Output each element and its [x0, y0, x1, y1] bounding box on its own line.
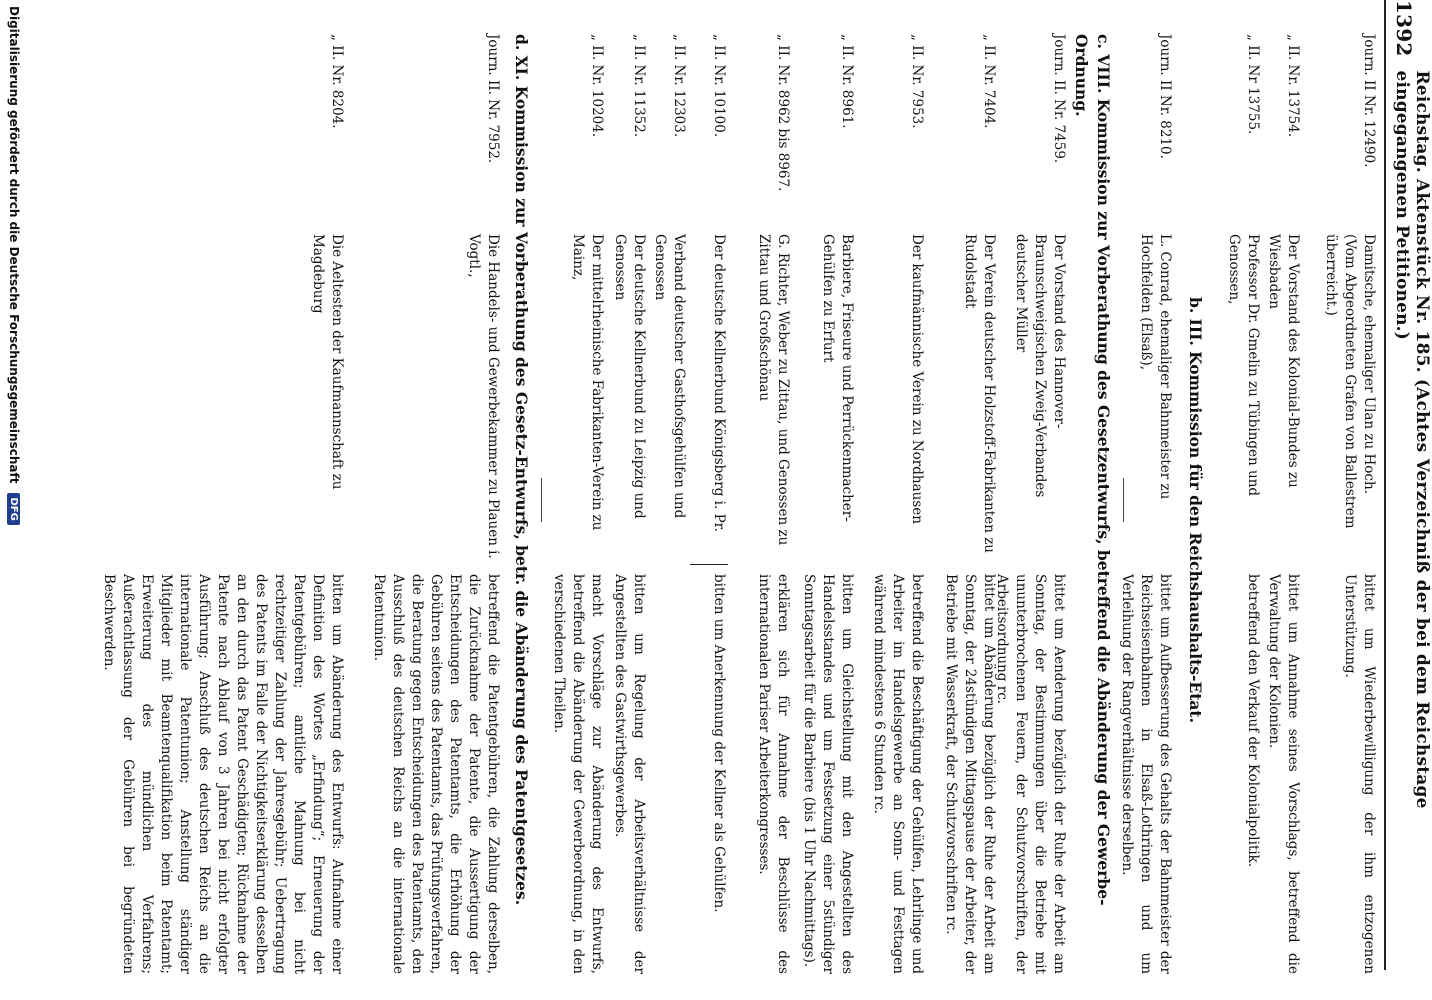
section-c-heading: c. VIII. Kommission zur Vorberathung des Gesetzentwurfs, betreffend die Abänderung der Gewerbe-Ordnung. [1072, 34, 1113, 906]
petition-request: betreffend die Patentgebühren, die Zahlung derselben, die Zurücknahme der Patente, die Aussertigung der Entscheidungen des Patentamts, die Erhöhung der Gebühren seitens des Patentamts, das Prüfungsverfahren, die Beratung gegen Entscheidungen des Patentamts, den Ausschluß des deutschen Reichs an die internationale Patentunion. [371, 574, 501, 974]
petitioner: Die Handels- und Gewerbekammer zu Plauen i. Vogtl., [466, 234, 501, 559]
petition-entry [1321, 34, 1378, 974]
petitioner: Barbiere, Friseure und Perrückenmacher-Gehülfen zu Erfurt [820, 234, 855, 522]
petitioner: Die Aeltesten der Kaufmannschaft zu Magdeburg [310, 234, 345, 490]
journal-ref: „ II. Nr. 10100. [711, 34, 727, 138]
petition-request: bitten um Anerkennung der Kellner als Gehülfen. [711, 574, 727, 913]
journal-ref: „ II. Nr. 8962 bis 8967. [775, 34, 791, 192]
petitioner: Der Vorstand des Kolonial-Bundes zu Wiesbaden [1266, 234, 1301, 488]
page-title: Reichstag. Aktenstück Nr. 185. (Achtes Verzeichniß der bei dem Reichstage eingegangenen Petitionen.) [1392, 70, 1432, 809]
petitioner: Damitsche, ehemaliger Ulan zu Hoch. (Vom Abgeordneten Grafen von Ballestrem überreicht.) [1323, 234, 1377, 529]
petition-request: betreffend die Beschäftigung der Gehülfen, Lehrlinge und Arbeiter im Handelsgewerbe an Sonn- und Festtagen während mindestens 6 Stunden rc. [871, 574, 925, 974]
journal-ref: Journ. II. Nr. 7952. [485, 34, 501, 164]
page-number: 1392 [1392, 0, 1416, 57]
journal-ref: „ II. Nr. 12303. [671, 34, 687, 138]
petitioner: Professor Dr. Gmelin zu Tübingen und Genossen, [1226, 234, 1261, 497]
petitioner: Der deutsche Kellnerbund Königsberg i. Pr. [711, 234, 727, 532]
petition-request: erklären sich für Annahme der Beschlüsse des internationalen Pariser Arbeiterkongresses. [756, 574, 791, 974]
section-b-heading: b. III. Kommission für den Reichshaushalts-Etat. [1186, 296, 1205, 723]
petitioner: Der Verein deutscher Holzstoff-Fabrikanten zu Rudolstadt [962, 234, 997, 553]
journal-ref: Journ. II. Nr. 7459. [1051, 34, 1067, 164]
dfg-logo: DFG [8, 493, 21, 524]
section-d-heading: d. XI. Kommission zur Vorberathung des Gesetz-Entwurfs, betr. die Abänderung des Patentgesetzes. [512, 34, 531, 906]
petition-entry [799, 34, 856, 974]
petition-entry [1117, 34, 1174, 974]
petitioner: Der Vorstand des Hannover-Braunschweigischen Zweig-Verbandes deutscher Müller [1013, 234, 1067, 498]
petitioner: Verband deutscher Gasthofsgehülfen und Genossen [652, 234, 687, 519]
petition-entry [1264, 34, 1302, 974]
section-divider [1123, 478, 1124, 522]
page-header [1392, 0, 1432, 960]
grouping-brace [690, 564, 728, 573]
petition-request [650, 574, 688, 974]
journal-ref: „ II. Nr. 13754. [1285, 34, 1301, 138]
journal-ref: „ II. Nr. 8204. [329, 34, 345, 129]
journal-ref: Journ. II Nr. 12490. [1361, 34, 1377, 168]
journal-ref: „ II. Nr. 10204. [589, 34, 605, 138]
petition-entry [99, 34, 346, 974]
petition-entry [709, 34, 728, 974]
petition-entry [1224, 34, 1262, 974]
petitioner: L. Conrad, ehemaliger Bahnmeister zu Hochfelden (Elsaß), [1138, 234, 1173, 500]
journal-ref: „ II. Nr. 7404. [981, 34, 997, 129]
journal-ref: Journ. II Nr. 8210. [1157, 34, 1173, 159]
petition-request: betreffend den Verkauf der Kolonialpolitik. [1245, 574, 1261, 868]
journal-ref: „ II. Nr. 11352. [631, 34, 647, 138]
petition-entry [869, 34, 926, 974]
petition-request: bittet um Abänderung bezüglich der Ruhe der Arbeit am Sonntag, der 24stündigen Mittagspause der Arbeiter, der Betriebe mit Wasserkraft, der Schutzvorschriften rc. [943, 574, 997, 974]
petition-entry [650, 34, 688, 974]
journal-ref: „ II. Nr 13755. [1245, 34, 1261, 135]
petition-request: bittet um Wiederbewilligung der ihm entzogenen Unterstützung. [1342, 574, 1377, 974]
petition-request: bittet um Aenderung bezüglich der Ruhe der Arbeit am Sonntag, der Bestimmungen über die Betriebe mit ununterbrochenen Feuern, der Schutzvorschriften, der Arbeitsordnung rc. [994, 574, 1067, 974]
petition-request: bitten um Abänderung des Entwurfs: Aufnahme einer Definition des Wortes „Erfindung“; Erneuerung der Patentgebühren; amtliche Mahnung bei nicht rechtzeitiger Zahlung der Jahresgebühr; Uebertragung des Patents im Falle der Nichtigkeitserklärung desselben an den durch das Patent Geschädigten; Rücknahme der Patente nach Ablauf von 3 Jahren bei nicht erfolgter Ausführung; Anschluß des deutschen Reichs an die internationale Patentunion; Anstellung ständiger Mitglieder mit Beamtenqualifikation beim Patentamt; Erweiterung des mündlichen Verfahrens; Außerachtlassung der Gebühren bei begründeten Beschwerden. [101, 574, 345, 974]
petition-entry [549, 34, 606, 974]
petitioner: Der mittelrheinische Fabrikanten-Verein zu Mainz, [570, 234, 605, 531]
petition-entry [992, 34, 1068, 974]
petitioner: Der kaufmännische Verein zu Nordhausen [909, 234, 925, 524]
petition-entry [754, 34, 792, 974]
header-rule [1384, 0, 1386, 970]
journal-ref: „ II. Nr. 8961. [839, 34, 855, 129]
petitioner: Der deutsche Kellnerbund zu Leipzig und Genossen [612, 234, 647, 519]
petition-entry [941, 34, 998, 974]
petition-request: bittet um Aufbesserung des Gehalts der Bahnmeister der Reichseisenbahnen in Elsaß-Lothringen und um Verleihung der Rangverhältnisse derselben. [1119, 574, 1173, 974]
petition-entry [369, 34, 502, 974]
petition-request: bitten um Regelung der Arbeitsverhältnisse der Angestellten des Gastwirthsgewerbes. [612, 574, 647, 974]
petition-request: bittet um Annahme seines Vorschlags, betreffend die Verwaltung der Kolonien. [1266, 574, 1301, 974]
footer-text: Digitalisierung gefördert durch die Deutsche Forschungsgemeinschaft [7, 6, 21, 484]
digitization-footer [0, 0, 28, 1000]
section-divider [541, 478, 542, 522]
petitioner: G. Richter, Weber zu Zittau, und Genossen zu Zittau und Großschönau [756, 234, 791, 546]
petition-request: bitten um Gleichstellung mit den Angestellten des Handelsstandes und um Festsetzung einer 5stündiger Sonntagsarbeit für die Barbiere (bis 1 Uhr Nachmittags). [801, 574, 855, 974]
petition-entry [610, 34, 648, 974]
petition-request: macht Vorschläge zur Abänderung des Entwurfs, betreffend die Abänderung der Gewerbeordnung, in den verschiedenen Theilen. [551, 574, 605, 974]
journal-ref: „ II. Nr. 7953. [909, 34, 925, 129]
